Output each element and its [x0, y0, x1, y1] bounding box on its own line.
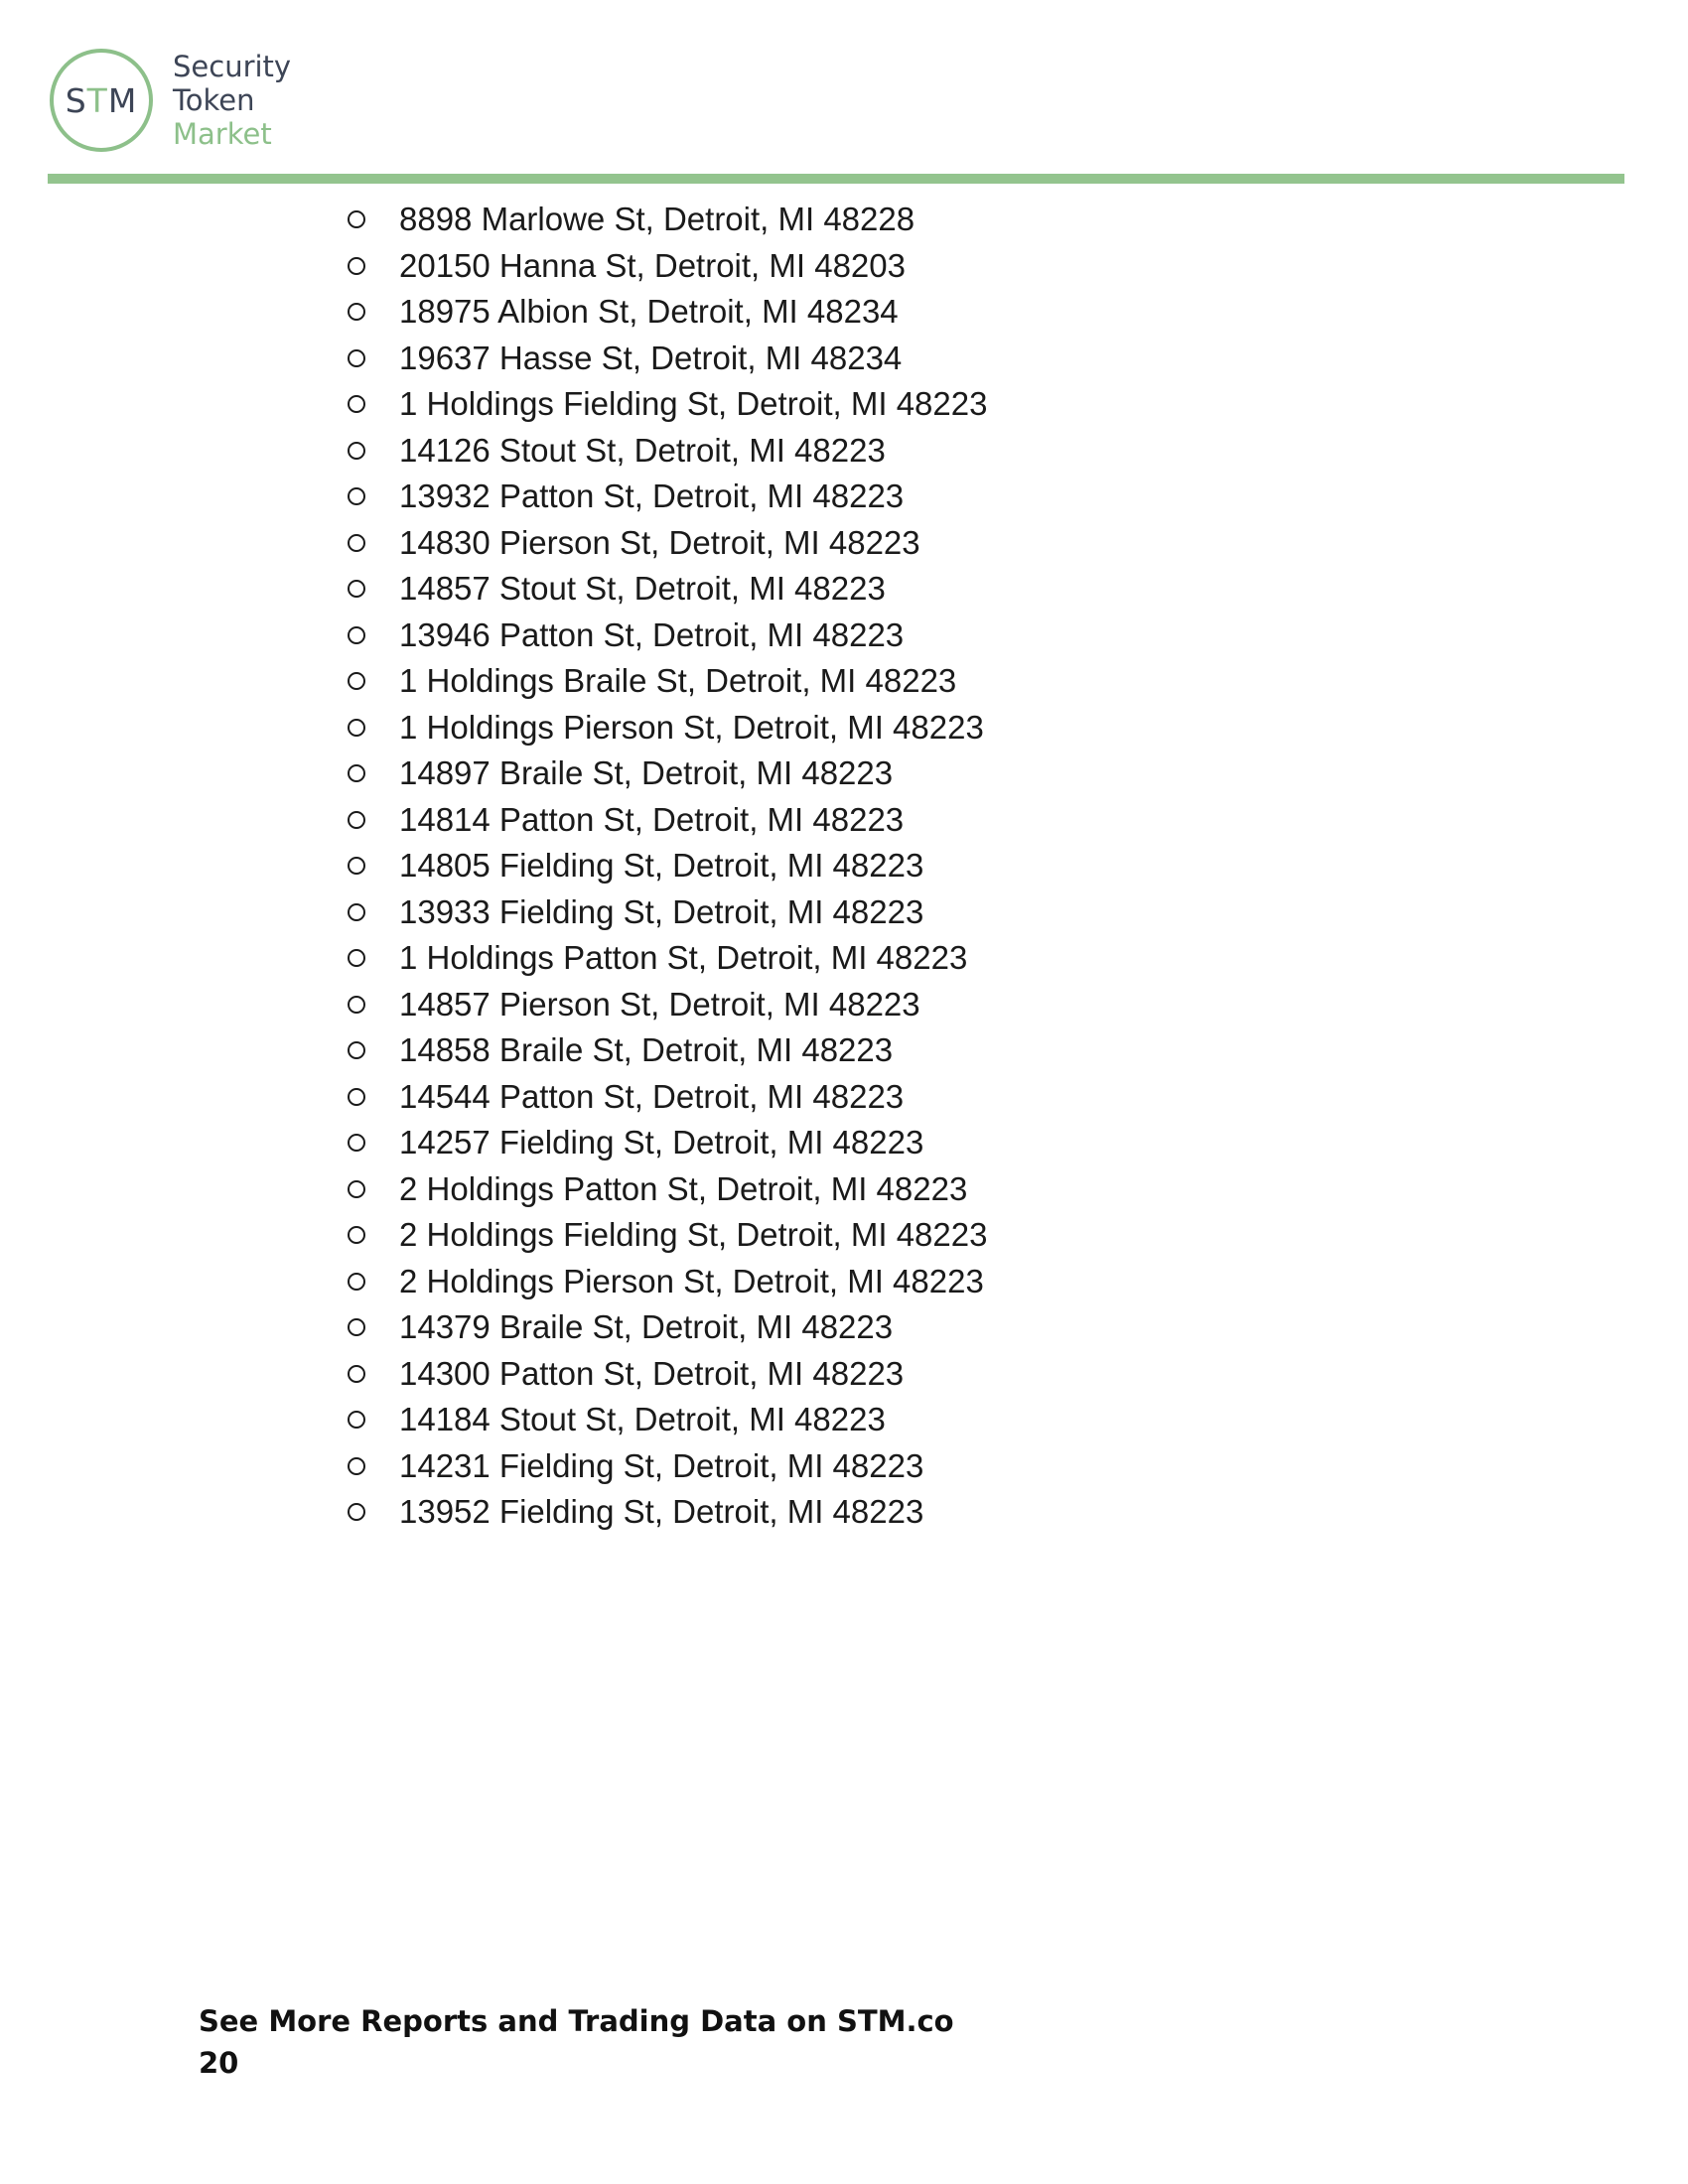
address-list-item	[348, 381, 987, 428]
hollow-circle-bullet-icon	[348, 442, 365, 460]
address-list-item	[348, 935, 987, 982]
hollow-circle-bullet-icon	[348, 1041, 365, 1059]
address-list-item	[348, 1027, 987, 1074]
address-text: 14544 Patton St, Detroit, MI 48223	[399, 1077, 905, 1115]
hollow-circle-bullet-icon	[348, 1365, 365, 1383]
address-text: 20150 Hanna St, Detroit, MI 48203	[399, 246, 906, 284]
address-text: 14300 Patton St, Detroit, MI 48223	[399, 1354, 905, 1392]
address-list-item	[348, 751, 987, 797]
address-text: 1 Holdings Pierson St, Detroit, MI 48223	[399, 708, 984, 746]
address-text: 1 Holdings Fielding St, Detroit, MI 48223	[399, 385, 988, 423]
logo-word-security: Security	[173, 50, 292, 83]
stm-logo-mark	[50, 49, 153, 152]
hollow-circle-bullet-icon	[348, 1226, 365, 1244]
address-text: 18975 Albion St, Detroit, MI 48234	[399, 293, 899, 331]
address-text: 2 Holdings Patton St, Detroit, MI 48223	[399, 1169, 968, 1207]
address-list-item	[348, 797, 987, 844]
address-text: 14379 Braile St, Detroit, MI 48223	[399, 1308, 894, 1346]
address-text: 14231 Fielding St, Detroit, MI 48223	[399, 1446, 924, 1484]
hollow-circle-bullet-icon	[348, 811, 365, 829]
page-footer	[199, 2000, 954, 2084]
address-list-item	[348, 1120, 987, 1166]
address-list-item	[348, 1074, 987, 1121]
hollow-circle-bullet-icon	[348, 395, 365, 413]
address-list-item	[348, 889, 987, 936]
address-text: 14897 Braile St, Detroit, MI 48223	[399, 754, 894, 792]
address-list-item	[348, 705, 987, 751]
hollow-circle-bullet-icon	[348, 672, 365, 690]
address-text: 14814 Patton St, Detroit, MI 48223	[399, 800, 905, 838]
footer-promo-text: See More Reports and Trading Data on STM.co	[199, 2004, 954, 2038]
logo-word-market: Market	[173, 117, 272, 151]
address-list-item	[348, 1166, 987, 1213]
hollow-circle-bullet-icon	[348, 257, 365, 275]
address-text: 1 Holdings Braile St, Detroit, MI 48223	[399, 662, 957, 700]
hollow-circle-bullet-icon	[348, 626, 365, 644]
hollow-circle-bullet-icon	[348, 1503, 365, 1521]
hollow-circle-bullet-icon	[348, 996, 365, 1014]
address-list-item	[348, 613, 987, 659]
hollow-circle-bullet-icon	[348, 303, 365, 321]
hollow-circle-bullet-icon	[348, 719, 365, 737]
address-text: 1 Holdings Patton St, Detroit, MI 48223	[399, 939, 968, 977]
hollow-circle-bullet-icon	[348, 1273, 365, 1291]
address-list-item	[348, 982, 987, 1028]
address-text: 19637 Hasse St, Detroit, MI 48234	[399, 339, 903, 376]
address-list-item	[348, 1443, 987, 1490]
address-text: 14184 Stout St, Detroit, MI 48223	[399, 1401, 886, 1438]
hollow-circle-bullet-icon	[348, 1457, 365, 1475]
address-text: 14126 Stout St, Detroit, MI 48223	[399, 431, 886, 469]
address-list-item	[348, 1212, 987, 1259]
hollow-circle-bullet-icon	[348, 580, 365, 598]
logo-mark-s: S	[65, 80, 87, 120]
address-text: 14805 Fielding St, Detroit, MI 48223	[399, 847, 924, 885]
hollow-circle-bullet-icon	[348, 764, 365, 782]
hollow-circle-bullet-icon	[348, 1088, 365, 1106]
logo-wordmark	[173, 50, 291, 151]
address-text: 14257 Fielding St, Detroit, MI 48223	[399, 1124, 924, 1161]
logo-mark-m: M	[107, 80, 138, 120]
logo-word-token: Token	[173, 83, 255, 117]
hollow-circle-bullet-icon	[348, 1134, 365, 1152]
address-text: 13952 Fielding St, Detroit, MI 48223	[399, 1493, 924, 1531]
address-list-item	[348, 474, 987, 520]
address-list-item	[348, 336, 987, 382]
address-list-item	[348, 1304, 987, 1351]
page-number: 20	[199, 2046, 239, 2080]
address-text: 13933 Fielding St, Detroit, MI 48223	[399, 892, 924, 930]
address-list-item	[348, 520, 987, 567]
header-divider	[48, 174, 1624, 184]
address-list-item	[348, 197, 987, 243]
hollow-circle-bullet-icon	[348, 534, 365, 552]
hollow-circle-bullet-icon	[348, 1180, 365, 1198]
address-text: 13932 Patton St, Detroit, MI 48223	[399, 478, 905, 515]
hollow-circle-bullet-icon	[348, 857, 365, 875]
address-text: 2 Holdings Fielding St, Detroit, MI 48223	[399, 1216, 988, 1254]
address-list-item	[348, 428, 987, 475]
address-list-item	[348, 1397, 987, 1443]
address-list-item	[348, 1489, 987, 1536]
hollow-circle-bullet-icon	[348, 1318, 365, 1336]
address-text: 14858 Braile St, Detroit, MI 48223	[399, 1031, 894, 1069]
address-text: 8898 Marlowe St, Detroit, MI 48228	[399, 201, 915, 238]
address-list-item	[348, 658, 987, 705]
address-text: 14830 Pierson St, Detroit, MI 48223	[399, 523, 920, 561]
address-text: 2 Holdings Pierson St, Detroit, MI 48223	[399, 1262, 984, 1299]
address-list-item	[348, 289, 987, 336]
stm-logo	[50, 45, 291, 156]
hollow-circle-bullet-icon	[348, 210, 365, 228]
address-list-item	[348, 843, 987, 889]
hollow-circle-bullet-icon	[348, 349, 365, 367]
hollow-circle-bullet-icon	[348, 487, 365, 505]
hollow-circle-bullet-icon	[348, 1411, 365, 1429]
logo-mark-t: T	[86, 80, 108, 120]
hollow-circle-bullet-icon	[348, 949, 365, 967]
address-list-item	[348, 1259, 987, 1305]
address-list-item	[348, 243, 987, 290]
address-list-item	[348, 1351, 987, 1398]
address-text: 14857 Stout St, Detroit, MI 48223	[399, 570, 886, 608]
address-text: 13946 Patton St, Detroit, MI 48223	[399, 615, 905, 653]
address-list-item	[348, 566, 987, 613]
hollow-circle-bullet-icon	[348, 903, 365, 921]
address-list	[348, 197, 987, 1536]
address-text: 14857 Pierson St, Detroit, MI 48223	[399, 985, 920, 1023]
